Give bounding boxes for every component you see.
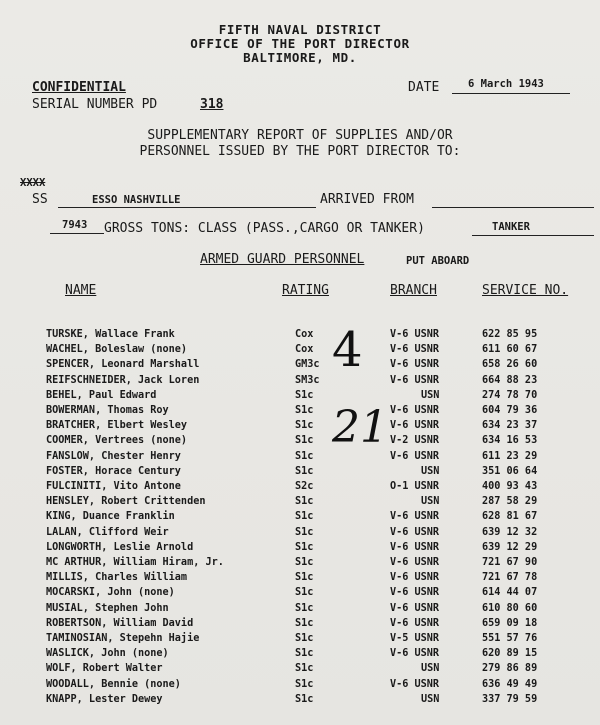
personnel-rating: S1c — [295, 420, 314, 432]
personnel-service-number: 639 12 32 — [482, 526, 538, 538]
vessel-name: ESSO NASHVILLE — [92, 194, 181, 206]
personnel-name: MOCARSKI, John (none) — [46, 587, 175, 599]
personnel-name: MILLIS, Charles William — [46, 572, 188, 584]
personnel-service-number: 664 88 23 — [482, 374, 538, 386]
personnel-branch: O-1 USNR — [390, 481, 440, 492]
personnel-name: REIFSCHNEIDER, Jack Loren — [46, 374, 200, 386]
personnel-name: ROBERTSON, William David — [46, 617, 194, 629]
personnel-name: KNAPP, Lester Dewey — [46, 693, 163, 705]
vessel-name-underline — [58, 207, 316, 208]
personnel-service-number: 721 67 90 — [482, 557, 538, 568]
personnel-rating: S1c — [295, 693, 314, 705]
personnel-rating: S1c — [295, 617, 314, 629]
personnel-rating: S1c — [295, 678, 314, 690]
personnel-rating: S2c — [295, 481, 314, 492]
personnel-service-number: 551 57 76 — [482, 633, 538, 644]
gross-tons-value: 7943 — [62, 219, 88, 231]
personnel-name: HENSLEY, Robert Crittenden — [46, 496, 206, 508]
personnel-rating: Cox — [295, 329, 314, 340]
personnel-name: FANSLOW, Chester Henry — [46, 450, 181, 462]
personnel-rating: S1c — [295, 633, 314, 644]
section-note: PUT ABOARD — [406, 255, 470, 267]
personnel-service-number: 337 79 59 — [482, 693, 538, 705]
personnel-branch: V-6 USNR — [390, 648, 440, 660]
serial-value: 318 — [200, 97, 224, 112]
column-header-name: NAME — [65, 283, 97, 298]
personnel-rating: S1c — [295, 587, 314, 599]
personnel-rating: S1c — [295, 557, 314, 568]
gross-tons-label: GROSS TONS: CLASS (PASS.,CARGO OR TANKER) — [104, 221, 425, 236]
personnel-service-number: 274 78 70 — [482, 389, 538, 401]
personnel-branch: V-6 USNR — [390, 374, 440, 386]
personnel-rating: S1c — [295, 450, 314, 462]
personnel-service-number: 400 93 43 — [482, 481, 538, 492]
personnel-branch: V-6 USNR — [390, 678, 440, 690]
personnel-name: LALAN, Clifford Weir — [46, 526, 169, 538]
date-underline — [452, 93, 570, 94]
struck-prefix: XXXX — [20, 177, 46, 189]
personnel-rating: S1c — [295, 511, 314, 523]
personnel-branch: V-6 USNR — [390, 420, 440, 432]
personnel-branch: V-6 USNR — [390, 450, 440, 462]
personnel-service-number: 287 58 29 — [482, 496, 538, 508]
personnel-service-number: 721 67 78 — [482, 572, 538, 584]
personnel-rating: S1c — [295, 602, 314, 614]
personnel-branch: USN — [421, 389, 440, 401]
personnel-rating: Cox — [295, 344, 314, 356]
personnel-rating: S1c — [295, 389, 314, 401]
personnel-branch: USN — [421, 465, 440, 477]
personnel-rating: S1c — [295, 496, 314, 508]
personnel-service-number: 604 79 36 — [482, 405, 538, 416]
personnel-name: SPENCER, Leonard Marshall — [46, 359, 200, 371]
personnel-name: TURSKE, Wallace Frank — [46, 329, 175, 340]
personnel-name: FULCINITI, Vito Antone — [46, 481, 181, 492]
personnel-rating: SM3c — [295, 374, 320, 386]
section-title: ARMED GUARD PERSONNEL — [200, 252, 365, 267]
personnel-branch: V-6 USNR — [390, 526, 440, 538]
vessel-class-value: TANKER — [492, 221, 530, 233]
personnel-branch: V-6 USNR — [390, 541, 440, 553]
personnel-branch: USN — [421, 496, 440, 508]
personnel-branch: USN — [421, 663, 440, 675]
personnel-name: MC ARTHUR, William Hiram, Jr. — [46, 557, 224, 568]
personnel-name: LONGWORTH, Leslie Arnold — [46, 541, 194, 553]
date-value: 6 March 1943 — [468, 78, 544, 90]
column-header-branch: BRANCH — [390, 283, 437, 298]
personnel-name: TAMINOSIAN, Stepehn Hajie — [46, 633, 200, 644]
personnel-rating: S1c — [295, 648, 314, 660]
report-title-line1: SUPPLEMENTARY REPORT OF SUPPLIES AND/OR — [147, 128, 453, 143]
office-heading: OFFICE OF THE PORT DIRECTOR — [190, 36, 410, 51]
personnel-service-number: 634 16 53 — [482, 435, 538, 447]
personnel-rating: S1c — [295, 435, 314, 447]
personnel-branch: V-6 USNR — [390, 617, 440, 629]
classification-label: CONFIDENTIAL — [32, 80, 126, 95]
personnel-name: MUSIAL, Stephen John — [46, 602, 169, 614]
personnel-service-number: 279 86 89 — [482, 663, 538, 675]
personnel-rating: GM3c — [295, 359, 320, 371]
personnel-service-number: 659 09 18 — [482, 617, 538, 629]
personnel-branch: V-6 USNR — [390, 511, 440, 523]
personnel-name: FOSTER, Horace Century — [46, 465, 181, 477]
personnel-service-number: 634 23 37 — [482, 420, 538, 432]
personnel-rating: S1c — [295, 541, 314, 553]
personnel-name: BOWERMAN, Thomas Roy — [46, 405, 169, 416]
personnel-rating: S1c — [295, 526, 314, 538]
personnel-branch: V-6 USNR — [390, 405, 440, 416]
handwritten-count-petty-officers: 4 — [332, 322, 363, 378]
personnel-name: WACHEL, Boleslaw (none) — [46, 344, 188, 356]
personnel-service-number: 628 81 67 — [482, 511, 538, 523]
personnel-rating: S1c — [295, 572, 314, 584]
personnel-name: WOLF, Robert Walter — [46, 663, 163, 675]
personnel-rating: S1c — [295, 663, 314, 675]
personnel-rating: S1c — [295, 405, 314, 416]
personnel-name: COOMER, Vertrees (none) — [46, 435, 188, 447]
personnel-service-number: 611 23 29 — [482, 450, 538, 462]
column-header-service: SERVICE NO. — [482, 283, 569, 298]
personnel-service-number: 610 80 60 — [482, 602, 538, 614]
column-header-rating: RATING — [282, 283, 329, 298]
personnel-branch: V-2 USNR — [390, 435, 440, 447]
district-heading: FIFTH NAVAL DISTRICT — [218, 22, 382, 37]
personnel-branch: V-6 USNR — [390, 359, 440, 371]
city-heading: BALTIMORE, MD. — [243, 50, 357, 65]
personnel-service-number: 636 49 49 — [482, 678, 538, 690]
gross-tons-underline — [50, 233, 104, 234]
personnel-branch: V-6 USNR — [390, 344, 440, 356]
personnel-name: BRATCHER, Elbert Wesley — [46, 420, 188, 432]
personnel-rating: S1c — [295, 465, 314, 477]
report-title-line2: PERSONNEL ISSUED BY THE PORT DIRECTOR TO: — [139, 144, 461, 159]
personnel-branch: V-5 USNR — [390, 633, 440, 644]
arrived-from-label: ARRIVED FROM — [320, 192, 414, 207]
handwritten-count-seamen: 21 — [332, 402, 388, 453]
personnel-name: WASLICK, John (none) — [46, 648, 169, 660]
personnel-branch: V-6 USNR — [390, 557, 440, 568]
personnel-service-number: 611 60 67 — [482, 344, 538, 356]
serial-label: SERIAL NUMBER PD — [32, 97, 158, 112]
personnel-service-number: 620 89 15 — [482, 648, 538, 660]
personnel-name: BEHEL, Paul Edward — [46, 389, 157, 401]
vessel-prefix: SS — [32, 192, 48, 207]
personnel-service-number: 614 44 07 — [482, 587, 538, 599]
personnel-service-number: 351 06 64 — [482, 465, 538, 477]
personnel-branch: V-6 USNR — [390, 329, 440, 340]
personnel-branch: V-6 USNR — [390, 587, 440, 599]
date-label: DATE — [408, 80, 440, 95]
personnel-branch: V-6 USNR — [390, 602, 440, 614]
personnel-name: WOODALL, Bennie (none) — [46, 678, 181, 690]
personnel-service-number: 622 85 95 — [482, 329, 538, 340]
personnel-name: KING, Duance Franklin — [46, 511, 175, 523]
personnel-service-number: 639 12 29 — [482, 541, 538, 553]
vessel-class-underline — [472, 235, 594, 236]
personnel-branch: V-6 USNR — [390, 572, 440, 584]
personnel-branch: USN — [421, 693, 440, 705]
personnel-service-number: 658 26 60 — [482, 359, 538, 371]
arrived-from-underline — [432, 207, 594, 208]
